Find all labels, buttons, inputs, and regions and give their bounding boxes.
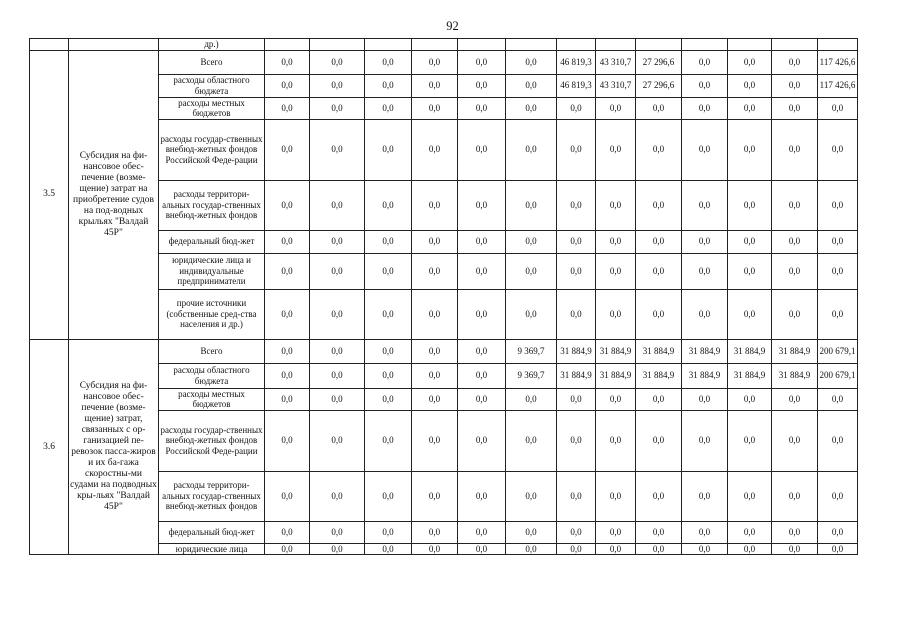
amount-cell: 0,0 (557, 97, 596, 119)
amount-cell: 0,0 (265, 253, 310, 289)
funding-source-cell: расходы местных бюджетов (159, 97, 265, 119)
amount-cell: 0,0 (636, 521, 682, 543)
funding-source-cell: федеральный бюд-жет (159, 230, 265, 253)
amount-cell: 0,0 (365, 50, 412, 74)
amount-cell: 0,0 (596, 97, 636, 119)
amount-cell: 0,0 (557, 388, 596, 410)
amount-cell: 0,0 (818, 410, 858, 471)
amount-cell: 0,0 (412, 253, 458, 289)
amount-cell: 0,0 (557, 253, 596, 289)
amount-cell: 0,0 (412, 289, 458, 339)
amount-cell: 0,0 (772, 253, 818, 289)
amount-cell: 0,0 (636, 410, 682, 471)
amount-cell: 0,0 (265, 289, 310, 339)
amount-cell: 31 884,9 (728, 339, 772, 363)
amount-cell: 0,0 (412, 119, 458, 180)
table-row (30, 39, 858, 51)
amount-cell: 0,0 (365, 97, 412, 119)
amount-cell: 0,0 (682, 180, 728, 230)
amount-cell: 0,0 (458, 253, 506, 289)
amount-cell: 0,0 (365, 289, 412, 339)
amount-cell: 0,0 (818, 230, 858, 253)
amount-cell: 0,0 (682, 74, 728, 97)
amount-cell: 0,0 (310, 410, 365, 471)
amount-cell: 0,0 (506, 97, 557, 119)
amount-cell: 0,0 (412, 50, 458, 74)
amount-cell: 0,0 (772, 289, 818, 339)
amount-cell: 31 884,9 (772, 363, 818, 388)
amount-cell: 0,0 (636, 388, 682, 410)
funding-source-cell: прочие источники (собственные сред-ства населения и др.) (159, 289, 265, 339)
amount-cell: 0,0 (557, 180, 596, 230)
amount-cell: 0,0 (682, 471, 728, 521)
amount-cell: 0,0 (458, 543, 506, 555)
amount-cell: 0,0 (636, 230, 682, 253)
amount-cell: 0,0 (265, 410, 310, 471)
amount-cell: 0,0 (728, 97, 772, 119)
amount-cell: 0,0 (682, 50, 728, 74)
amount-cell: 0,0 (818, 253, 858, 289)
amount-cell: 0,0 (818, 521, 858, 543)
amount-cell: 0,0 (772, 74, 818, 97)
amount-cell: 0,0 (310, 289, 365, 339)
amount-cell: 0,0 (772, 410, 818, 471)
amount-cell: 31 884,9 (557, 363, 596, 388)
amount-cell: 0,0 (557, 410, 596, 471)
amount-cell: 0,0 (818, 471, 858, 521)
amount-cell: 0,0 (506, 119, 557, 180)
amount-cell: 0,0 (265, 74, 310, 97)
amount-cell: 31 884,9 (728, 363, 772, 388)
amount-cell: 0,0 (458, 388, 506, 410)
amount-cell: 0,0 (458, 180, 506, 230)
amount-cell: 43 310,7 (596, 74, 636, 97)
amount-cell: 0,0 (557, 289, 596, 339)
amount-cell: 0,0 (265, 119, 310, 180)
amount-cell: 0,0 (310, 97, 365, 119)
amount-cell: 0,0 (458, 289, 506, 339)
amount-cell: 0,0 (818, 97, 858, 119)
funding-source-cell: расходы местных бюджетов (159, 388, 265, 410)
row-number-cell: 3.5 (30, 50, 69, 339)
amount-cell: 0,0 (412, 180, 458, 230)
amount-cell: 0,0 (772, 230, 818, 253)
amount-cell: 0,0 (506, 180, 557, 230)
amount-cell: 0,0 (458, 363, 506, 388)
funding-source-cell: расходы областного бюджета (159, 363, 265, 388)
amount-cell: 0,0 (365, 180, 412, 230)
funding-source-cell: др.) (159, 39, 265, 51)
amount-cell: 117 426,6 (818, 50, 858, 74)
amount-cell: 0,0 (772, 180, 818, 230)
amount-cell: 0,0 (682, 521, 728, 543)
amount-cell: 0,0 (728, 119, 772, 180)
amount-cell: 117 426,6 (818, 74, 858, 97)
amount-cell: 0,0 (365, 363, 412, 388)
amount-cell: 0,0 (506, 230, 557, 253)
amount-cell: 200 679,1 (818, 339, 858, 363)
amount-cell: 0,0 (682, 253, 728, 289)
amount-cell: 0,0 (365, 339, 412, 363)
amount-cell: 0,0 (596, 521, 636, 543)
amount-cell: 0,0 (506, 471, 557, 521)
amount-cell: 0,0 (728, 74, 772, 97)
amount-cell: 0,0 (310, 521, 365, 543)
amount-cell: 0,0 (636, 119, 682, 180)
funding-source-cell: расходы территори-альных государ-ственных внебюд-жетных фондов (159, 471, 265, 521)
amount-cell: 0,0 (506, 253, 557, 289)
amount-cell: 0,0 (365, 410, 412, 471)
amount-cell: 0,0 (506, 543, 557, 555)
amount-cell: 0,0 (557, 543, 596, 555)
table-row (30, 50, 858, 74)
amount-cell: 0,0 (636, 97, 682, 119)
amount-cell: 0,0 (636, 289, 682, 339)
amount-cell: 0,0 (412, 521, 458, 543)
amount-cell: 0,0 (772, 50, 818, 74)
measure-name-cell (69, 39, 159, 51)
amount-cell: 0,0 (265, 339, 310, 363)
funding-source-cell: расходы государ-ственных внебюд-жетных фондов Российской Феде-рации (159, 410, 265, 471)
amount-cell: 0,0 (310, 253, 365, 289)
amount-cell: 0,0 (557, 471, 596, 521)
amount-cell: 0,0 (818, 180, 858, 230)
amount-cell: 0,0 (772, 471, 818, 521)
funding-source-cell: расходы областного бюджета (159, 74, 265, 97)
amount-cell: 0,0 (458, 230, 506, 253)
amount-cell: 0,0 (506, 50, 557, 74)
amount-cell: 0,0 (412, 388, 458, 410)
amount-cell: 0,0 (310, 543, 365, 555)
amount-cell: 31 884,9 (596, 363, 636, 388)
amount-cell: 0,0 (772, 119, 818, 180)
amount-cell: 0,0 (412, 410, 458, 471)
amount-cell: 0,0 (596, 253, 636, 289)
amount-cell: 0,0 (310, 180, 365, 230)
amount-cell: 31 884,9 (636, 339, 682, 363)
amount-cell: 0,0 (412, 543, 458, 555)
amount-cell: 0,0 (412, 74, 458, 97)
amount-cell: 0,0 (310, 230, 365, 253)
amount-cell: 0,0 (596, 119, 636, 180)
amount-cell: 0,0 (310, 388, 365, 410)
amount-cell: 0,0 (365, 543, 412, 555)
amount-cell: 31 884,9 (682, 339, 728, 363)
amount-cell: 0,0 (596, 543, 636, 555)
amount-cell: 0,0 (265, 230, 310, 253)
funding-source-cell: юридические лица и индивидуальные предприниматели (159, 253, 265, 289)
amount-cell: 0,0 (458, 521, 506, 543)
amount-cell: 0,0 (728, 543, 772, 555)
funding-source-cell: расходы территори-альных государ-ственных внебюд-жетных фондов (159, 180, 265, 230)
amount-cell: 27 296,6 (636, 50, 682, 74)
funding-source-cell: Всего (159, 50, 265, 74)
funding-source-cell: федеральный бюд-жет (159, 521, 265, 543)
amount-cell: 0,0 (636, 180, 682, 230)
amount-cell: 9 369,7 (506, 363, 557, 388)
amount-cell: 0,0 (636, 543, 682, 555)
amount-cell: 0,0 (265, 388, 310, 410)
funding-source-cell: Всего (159, 339, 265, 363)
amount-cell: 0,0 (412, 339, 458, 363)
amount-cell: 0,0 (458, 339, 506, 363)
amount-cell: 0,0 (265, 471, 310, 521)
amount-cell: 0,0 (682, 289, 728, 339)
amount-cell: 0,0 (596, 180, 636, 230)
amount-cell: 200 679,1 (818, 363, 858, 388)
amount-cell: 0,0 (818, 119, 858, 180)
amount-cell: 0,0 (265, 97, 310, 119)
amount-cell: 9 369,7 (506, 339, 557, 363)
amount-cell: 0,0 (265, 521, 310, 543)
amount-cell: 0,0 (728, 230, 772, 253)
amount-cell: 0,0 (365, 119, 412, 180)
amount-cell: 0,0 (772, 97, 818, 119)
amount-cell: 0,0 (458, 471, 506, 521)
funding-source-cell: юридические лица (159, 543, 265, 555)
amount-cell: 0,0 (682, 119, 728, 180)
amount-cell: 31 884,9 (557, 339, 596, 363)
amount-cell: 0,0 (772, 543, 818, 555)
amount-cell: 27 296,6 (636, 74, 682, 97)
amount-cell: 0,0 (596, 289, 636, 339)
amount-cell: 0,0 (265, 50, 310, 74)
amount-cell: 31 884,9 (682, 363, 728, 388)
amount-cell: 0,0 (365, 253, 412, 289)
amount-cell: 0,0 (506, 74, 557, 97)
amount-cell: 0,0 (818, 543, 858, 555)
amount-cell: 0,0 (596, 410, 636, 471)
amount-cell: 0,0 (596, 388, 636, 410)
amount-cell: 0,0 (596, 230, 636, 253)
amount-cell: 0,0 (365, 471, 412, 521)
amount-cell: 0,0 (265, 180, 310, 230)
amount-cell: 0,0 (365, 74, 412, 97)
amount-cell: 0,0 (310, 471, 365, 521)
amount-cell: 0,0 (506, 410, 557, 471)
amount-cell: 0,0 (728, 521, 772, 543)
amount-cell: 46 819,3 (557, 50, 596, 74)
amount-cell: 0,0 (818, 289, 858, 339)
budget-table (29, 38, 858, 555)
table-row (30, 339, 858, 363)
amount-cell: 0,0 (310, 74, 365, 97)
amount-cell: 31 884,9 (772, 339, 818, 363)
amount-cell: 0,0 (682, 97, 728, 119)
measure-name-cell: Субсидия на фи-нансовое обес-печение (возме-щение) затрат, связанных с ор-ганизацией пе-ревозок пасса-жиров и их ба-гажа скоростны-ми судами на подводных кры-льях "Валдай 45Р" (69, 339, 159, 555)
amount-cell: 0,0 (310, 339, 365, 363)
amount-cell: 0,0 (682, 543, 728, 555)
amount-cell: 0,0 (596, 471, 636, 521)
amount-cell: 0,0 (818, 388, 858, 410)
amount-cell: 0,0 (636, 471, 682, 521)
row-number-cell (30, 39, 69, 51)
amount-cell: 0,0 (728, 50, 772, 74)
amount-cell: 0,0 (458, 74, 506, 97)
amount-cell: 0,0 (557, 119, 596, 180)
amount-cell: 0,0 (458, 410, 506, 471)
amount-cell: 0,0 (412, 97, 458, 119)
amount-cell: 0,0 (310, 363, 365, 388)
amount-cell: 46 819,3 (557, 74, 596, 97)
amount-cell: 0,0 (682, 230, 728, 253)
amount-cell: 0,0 (728, 388, 772, 410)
amount-cell: 0,0 (365, 230, 412, 253)
amount-cell: 0,0 (557, 230, 596, 253)
amount-cell: 0,0 (557, 521, 596, 543)
amount-cell: 0,0 (636, 253, 682, 289)
amount-cell: 0,0 (365, 521, 412, 543)
amount-cell: 43 310,7 (596, 50, 636, 74)
amount-cell: 0,0 (458, 119, 506, 180)
amount-cell: 0,0 (728, 471, 772, 521)
row-number-cell: 3.6 (30, 339, 69, 555)
amount-cell: 0,0 (506, 289, 557, 339)
amount-cell: 0,0 (365, 388, 412, 410)
page-number: 92 (446, 19, 459, 33)
funding-source-cell: расходы государ-ственных внебюд-жетных фондов Российской Феде-рации (159, 119, 265, 180)
amount-cell: 0,0 (728, 289, 772, 339)
amount-cell: 0,0 (265, 543, 310, 555)
amount-cell: 0,0 (310, 119, 365, 180)
amount-cell: 0,0 (412, 363, 458, 388)
amount-cell: 0,0 (458, 50, 506, 74)
amount-cell: 0,0 (728, 253, 772, 289)
amount-cell: 0,0 (728, 410, 772, 471)
amount-cell: 31 884,9 (596, 339, 636, 363)
amount-cell: 0,0 (772, 521, 818, 543)
amount-cell: 0,0 (265, 363, 310, 388)
amount-cell: 0,0 (506, 521, 557, 543)
amount-cell: 0,0 (728, 180, 772, 230)
budget-table-body (30, 39, 858, 555)
amount-cell: 0,0 (310, 50, 365, 74)
amount-cell: 0,0 (772, 388, 818, 410)
amount-cell: 0,0 (412, 471, 458, 521)
amount-cell: 0,0 (682, 388, 728, 410)
amount-cell: 0,0 (412, 230, 458, 253)
amount-cell: 31 884,9 (636, 363, 682, 388)
measure-name-cell: Субсидия на фи-нансовое обес-печение (возме-щение) затрат на приобретение судов на под-водных крыльях "Валдай 45Р" (69, 50, 159, 339)
amount-cell: 0,0 (458, 97, 506, 119)
amount-cell: 0,0 (506, 388, 557, 410)
amount-cell: 0,0 (682, 410, 728, 471)
